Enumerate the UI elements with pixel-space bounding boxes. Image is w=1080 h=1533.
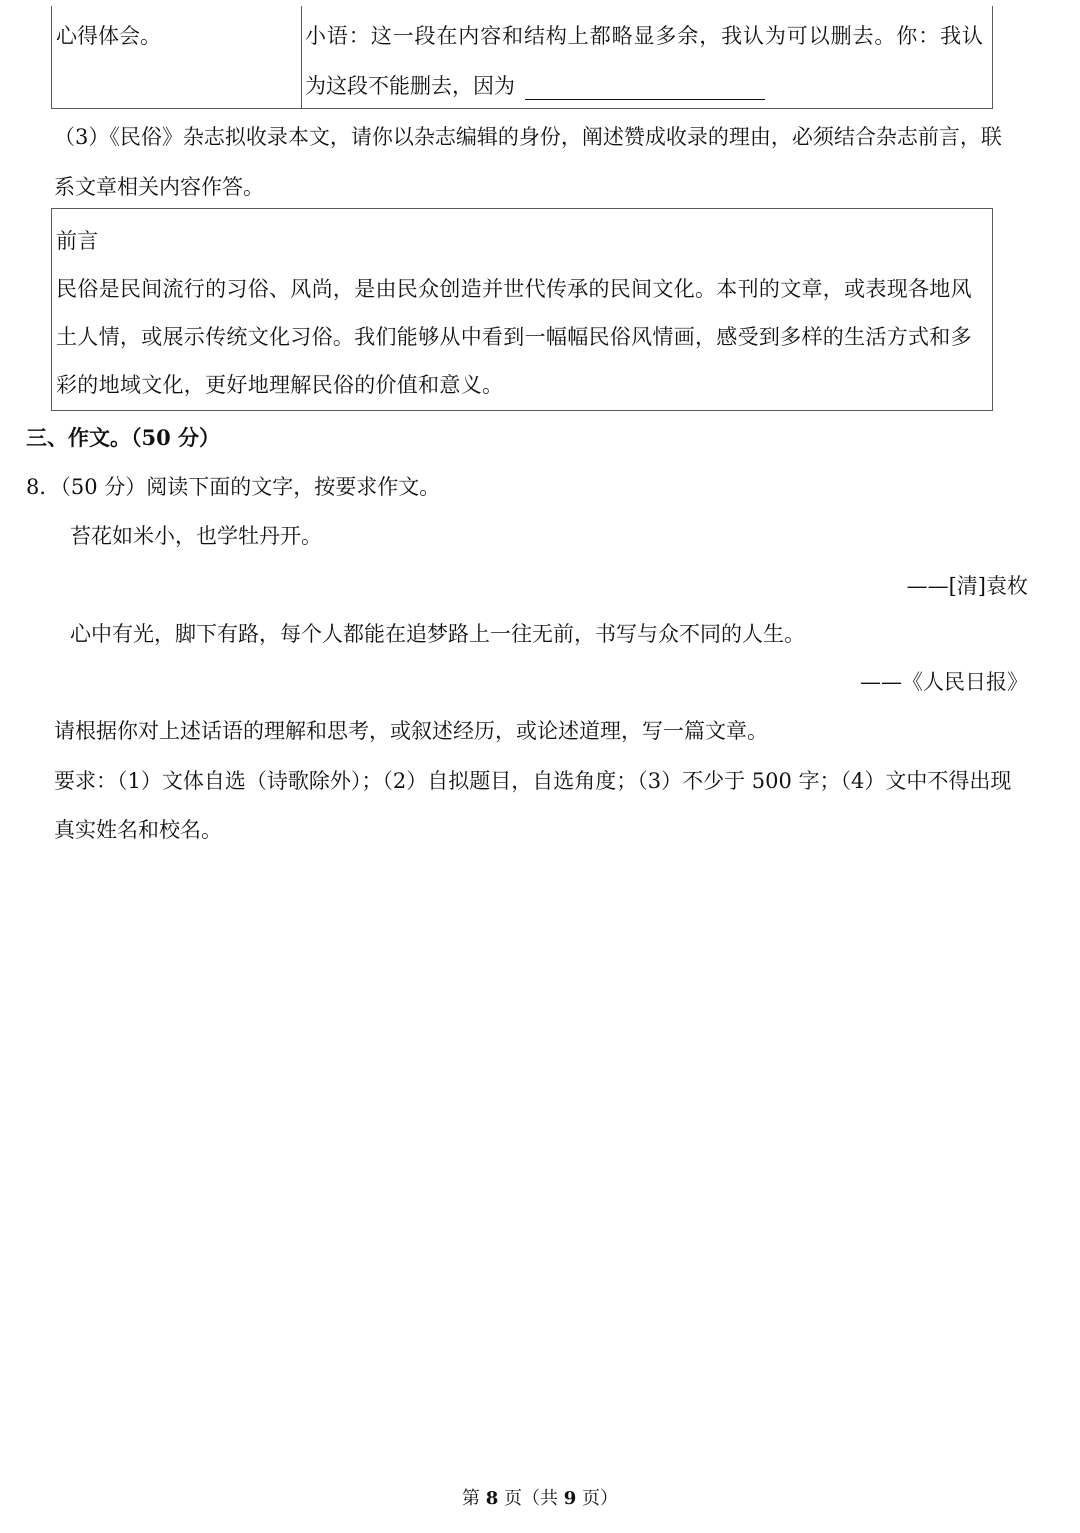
table-divider (301, 6, 302, 108)
table-cell-right-text: 为这段不能删去，因为 (305, 74, 515, 98)
comment-table (51, 6, 993, 109)
quote1: 苔花如米小，也学牡丹开。 (70, 524, 322, 548)
preface-line2: 土人情，或展示传统文化习俗。我们能够从中看到一幅幅民俗风情画，感受到多样的生活方式和多 (56, 325, 972, 349)
answer-blank[interactable] (525, 75, 765, 100)
question3-line1: （3）《民俗》杂志拟收录本文，请你以杂志编辑的身份，阐述赞成收录的理由，必须结合杂志前言，联 (54, 125, 1002, 149)
footer-prefix: 第 (462, 1488, 486, 1509)
table-cell-right-line2 (305, 70, 765, 100)
instruction: 请根据你对上述话语的理解和思考，或叙述经历，或论述道理，写一篇文章。 (54, 719, 768, 743)
footer-page-number: 8 (485, 1488, 499, 1509)
question8-prompt: 8．（50 分）阅读下面的文字，按要求作文。 (26, 475, 441, 499)
preface-line1: 民俗是民间流行的习俗、风尚，是由民众创造并世代传承的民间文化。本刊的文章，或表现各地风 (56, 277, 972, 301)
section-heading: 三、作文。（50 分） (26, 425, 221, 450)
footer-suffix: 页） (576, 1488, 618, 1509)
table-cell-left: 心得体会。 (56, 24, 161, 48)
table-cell-right-line1: 小语：这一段在内容和结构上都略显多余，我认为可以删去。你：我认 (305, 24, 984, 48)
preface-line3: 彩的地域文化，更好地理解民俗的价值和意义。 (56, 373, 504, 397)
footer-total-pages: 9 (563, 1488, 577, 1509)
preface-title: 前言 (56, 229, 99, 253)
quote2-source: ——《人民日报》 (860, 670, 1028, 694)
page-footer (0, 1484, 1080, 1510)
footer-middle: 页（共 (498, 1488, 564, 1509)
requirements-line2: 真实姓名和校名。 (54, 818, 222, 842)
requirements-line1: 要求：（1）文体自选（诗歌除外）；（2）自拟题目，自选角度；（3）不少于 500 字；（4）文中不得出现 (54, 769, 1012, 793)
question3-line2: 系文章相关内容作答。 (54, 175, 264, 199)
preface-box (51, 208, 993, 411)
quote2: 心中有光，脚下有路，每个人都能在追梦路上一往无前，书写与众不同的人生。 (70, 622, 805, 646)
quote1-source: ——[清]袁枚 (906, 574, 1028, 598)
